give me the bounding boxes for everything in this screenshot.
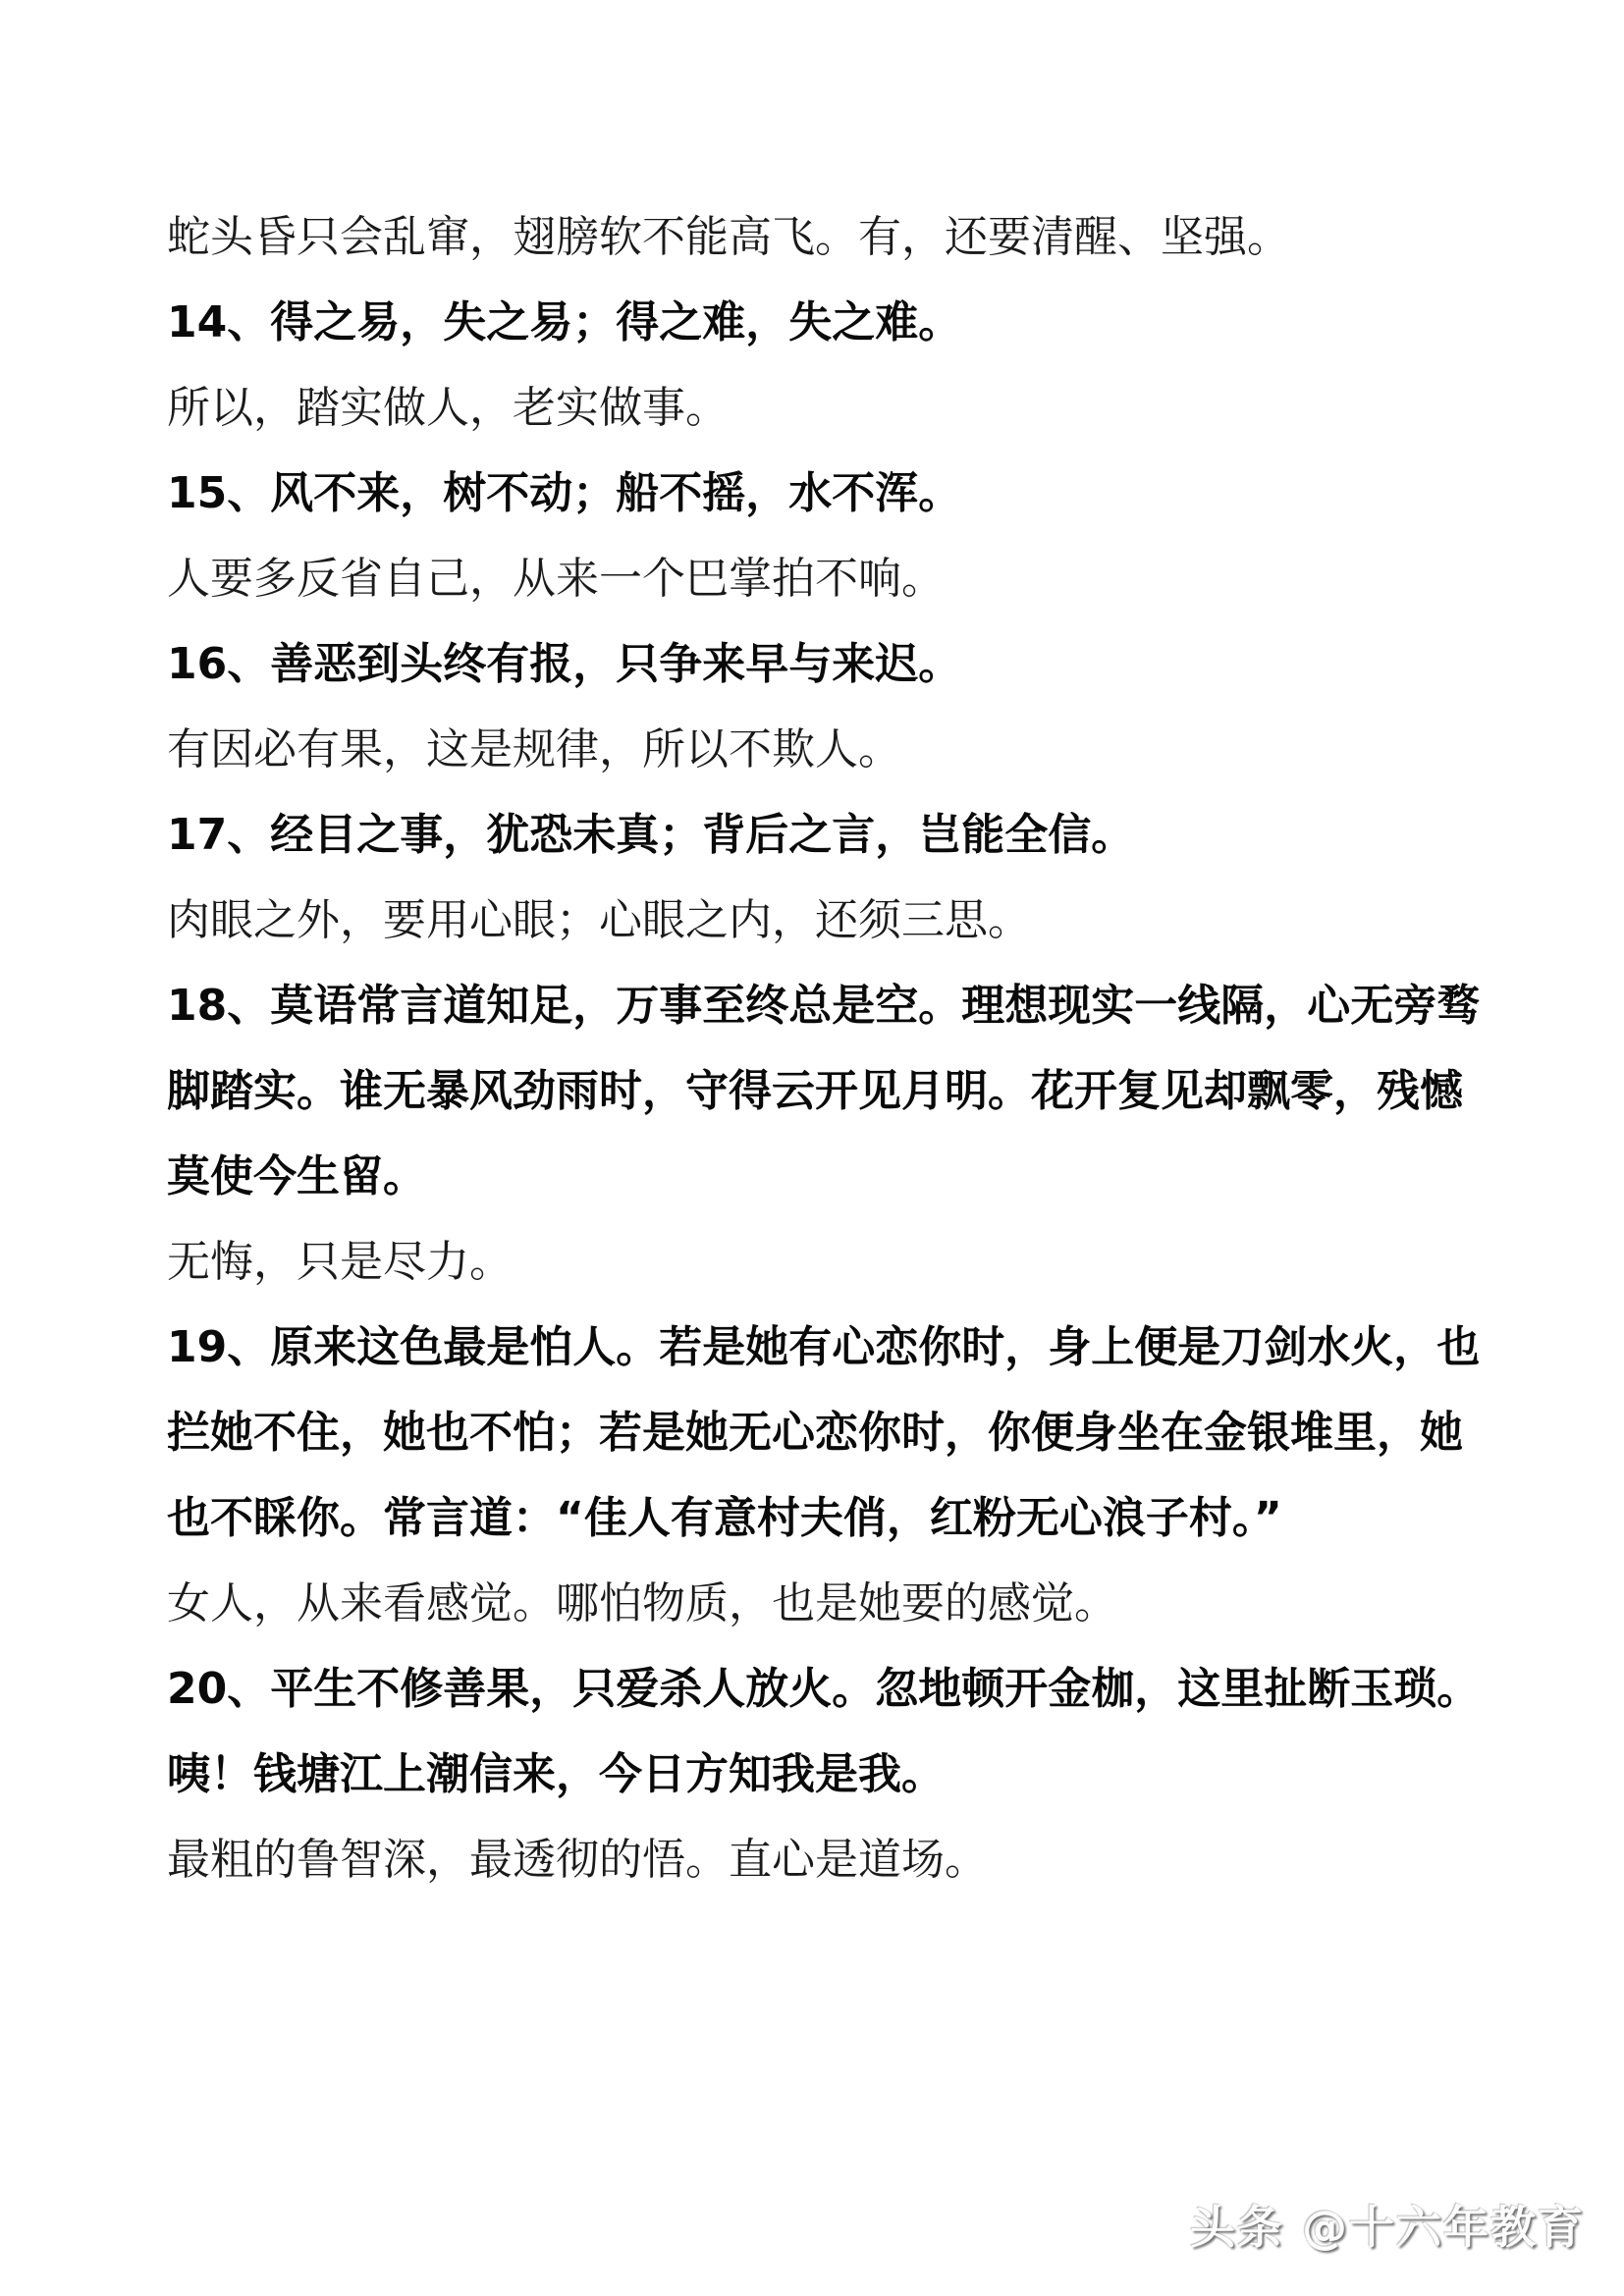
quote-18-line-2: 脚踏实。谁无暴风劲雨时，守得云开见月明。花开复见却飘零，残憾 — [167, 1066, 1463, 1116]
text-block — [167, 194, 1481, 1902]
quote-18-line-3: 莫使今生留。 — [167, 1151, 426, 1201]
commentary-18-line: 无悔，只是尽力。 — [167, 1237, 513, 1287]
commentary-19-line: 女人，从来看感觉。哪怕物质，也是她要的感觉。 — [167, 1578, 1117, 1629]
commentary-20-line: 最粗的鲁智深，最透彻的悟。直心是道场。 — [167, 1835, 988, 1885]
quote-20-line-1: 20、平生不修善果，只爱杀人放火。忽地顿开金枷，这里扯断玉琐。 — [167, 1664, 1481, 1714]
quote-14-line: 14、得之易，失之易；得之难，失之难。 — [167, 297, 962, 347]
commentary-17-line: 肉眼之外，要用心眼；心眼之内，还须三思。 — [167, 895, 1031, 945]
quote-15-line: 15、风不来，树不动；船不摇，水不浑。 — [167, 468, 962, 518]
commentary-15-line: 人要多反省自己，从来一个巴掌拍不响。 — [167, 554, 945, 604]
quote-19-line-1: 19、原来这色最是怕人。若是她有心恋你时，身上便是刀剑水火，也 — [167, 1322, 1481, 1372]
quote-17-line: 17、经目之事，犹恐未真；背后之言，岂能全信。 — [167, 810, 1135, 860]
quote-18-line-1: 18、莫语常言道知足，万事至终总是空。理想现实一线隔，心无旁骛 — [167, 981, 1481, 1031]
commentary-16-line: 有因必有果，这是规律，所以不欺人。 — [167, 724, 901, 774]
toutiao-watermark: 头条 @十六年教育 — [1189, 2201, 1585, 2254]
quote-19-line-2: 拦她不住，她也不怕；若是她无心恋你时，你便身坐在金银堆里，她 — [167, 1408, 1463, 1458]
quote-16-line: 16、善恶到头终有报，只争来早与来迟。 — [167, 639, 962, 689]
quote-20-line-2: 咦！钱塘江上潮信来，今日方知我是我。 — [167, 1749, 945, 1799]
commentary-13-line: 蛇头昏只会乱窜，翅膀软不能高飞。有，还要清醒、坚强。 — [167, 212, 1290, 262]
quote-19-line-3: 也不睬你。常言道：“佳人有意村夫俏，红粉无心浪子村。” — [167, 1493, 1282, 1543]
commentary-14-line: 所以，踏实做人，老实做事。 — [167, 383, 729, 433]
